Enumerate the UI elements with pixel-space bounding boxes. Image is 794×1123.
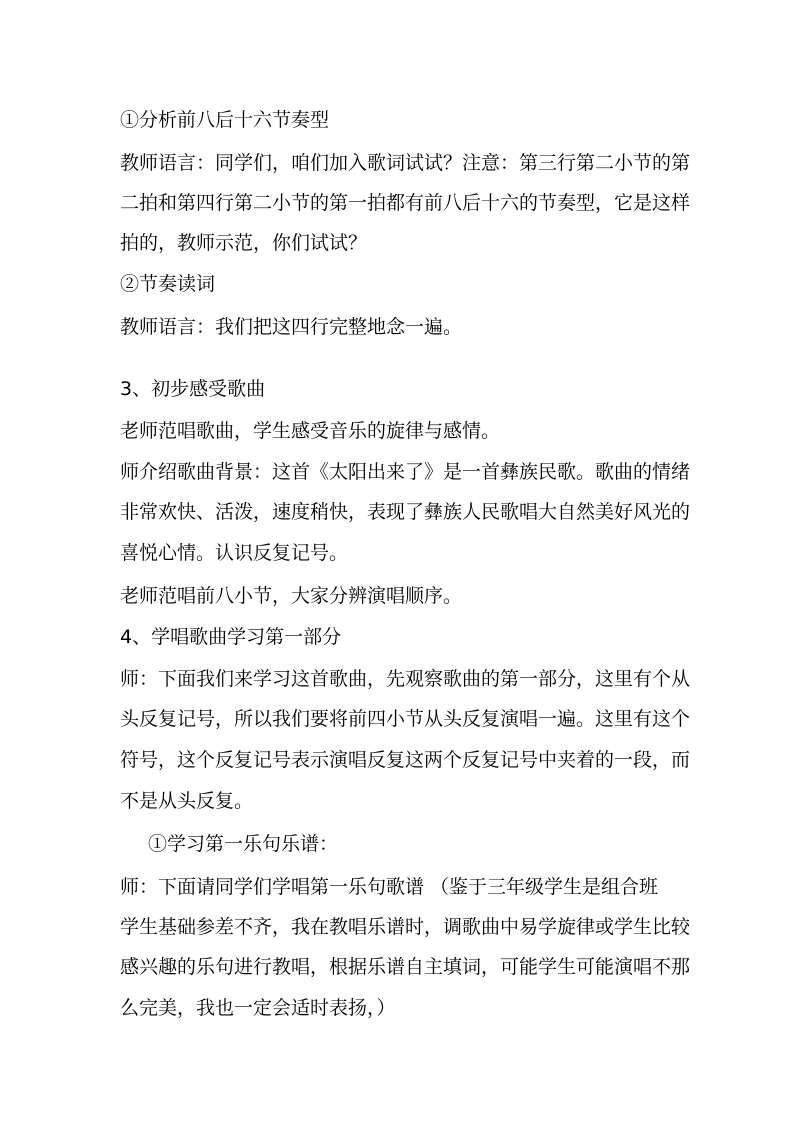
subheading-rhythm-reading: ②节奏读词 [120, 273, 216, 295]
paragraph-line: 不是从头反复。 [120, 790, 254, 812]
paragraph-line: 教师语言：我们把这四行完整地念一遍。 [120, 316, 463, 338]
section-heading-3: 3、初步感受歌曲 [120, 378, 266, 400]
paragraph-line: 师：下面请同学们学唱第一乐句歌谱 （鉴于三年级学生是组合班 [120, 876, 659, 898]
paragraph-line: 教师语言：同学们，咱们加入歌词试试？注意：第三行第二小节的第 [120, 152, 691, 174]
paragraph-line: 师：下面我们来学习这首歌曲，先观察歌曲的第一部分，这里有个从 [120, 668, 691, 690]
paragraph-line: 老师范唱前八小节，大家分辨演唱顺序。 [120, 585, 463, 607]
subheading-phrase-one: ①学习第一乐句乐谱： [148, 833, 339, 855]
paragraph-line: 喜悦心情。认识反复记号。 [120, 542, 349, 564]
paragraph-line: 师介绍歌曲背景：这首《太阳出来了》是一首彝族民歌。歌曲的情绪 [120, 461, 691, 483]
paragraph-line: 拍的，教师示范，你们试试？ [120, 232, 368, 254]
paragraph-line: 二拍和第四行第二小节的第一拍都有前八后十六的节奏型，它是这样 [120, 192, 691, 214]
paragraph-line: 么完美，我也一定会适时表扬，） [120, 997, 396, 1019]
section-heading-4: 4、学唱歌曲学习第一部分 [120, 626, 342, 648]
paragraph-line: 符号，这个反复记号表示演唱反复这两个反复记号中夹着的一段，而 [120, 749, 691, 771]
paragraph-line: 非常欢快、活泼，速度稍快，表现了彝族人民歌唱大自然美好风光的 [120, 501, 691, 523]
paragraph-line: 感兴趣的乐句进行教唱，根据乐谱自主填词，可能学生可能演唱不那 [120, 956, 691, 978]
paragraph-line: 学生基础参差不齐，我在教唱乐谱时，调歌曲中易学旋律或学生比较 [120, 916, 691, 938]
paragraph-line: 头反复记号，所以我们要将前四小节从头反复演唱一遍。这里有这个 [120, 708, 691, 730]
subheading-rhythm-analysis: ①分析前八后十六节奏型 [120, 109, 330, 131]
paragraph-line: 老师范唱歌曲，学生感受音乐的旋律与感情。 [120, 420, 501, 442]
